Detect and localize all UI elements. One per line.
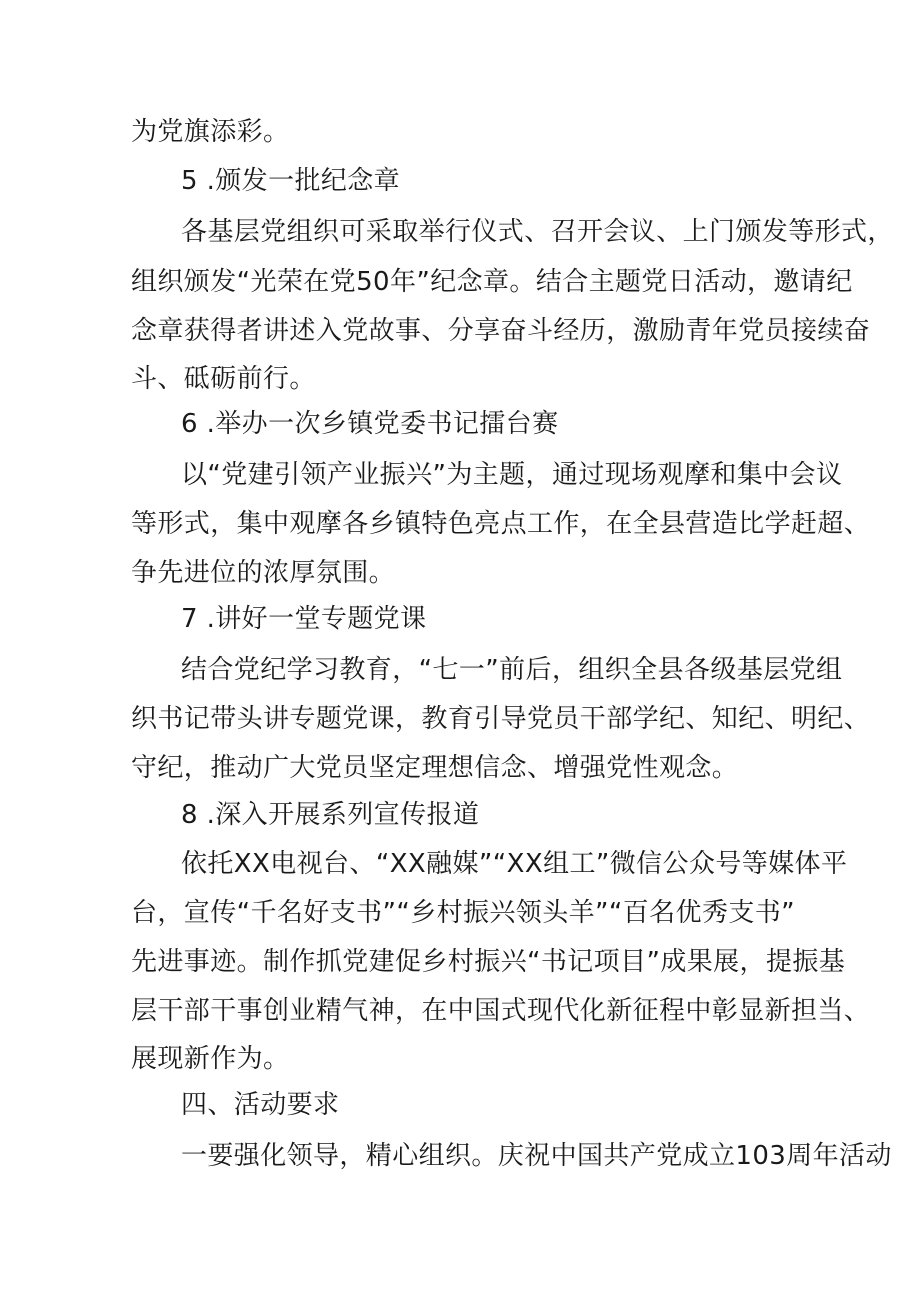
paragraph-line: 以“党建引领产业振兴”为主题，通过现场观摩和集中会议 [181,460,843,490]
paragraph-line: 斗、砥砺前行。 [131,364,316,394]
paragraph-line: 一要强化领导，精心组织。庆祝中国共产党成立103周年活动 [181,1141,892,1171]
section-heading-8: 8 .深入开展系列宣传报道 [181,800,480,830]
paragraph-line: 展现新作为。 [131,1044,290,1074]
paragraph-line: 组织颁发“光荣在党50年”纪念章。结合主题党日活动，邀请纪 [131,267,853,297]
paragraph-line: 各基层党组织可采取举行仪式、召开会议、上门颁发等形式， [181,217,894,247]
paragraph-line: 等形式，集中观摩各乡镇特色亮点工作，在全县营造比学赶超、 [131,509,871,539]
paragraph-line: 依托XX电视台、“XX融媒”“XX组工”微信公众号等媒体平 [181,849,848,879]
paragraph-line: 台，宣传“千名好支书”“乡村振兴领头羊”“百名优秀支书” [131,898,796,928]
text-line: 为党旗添彩。 [131,117,290,147]
paragraph-line: 层干部干事创业精气神，在中国式现代化新征程中彰显新担当、 [131,996,871,1026]
section-heading-6: 6 .举办一次乡镇党委书记擂台赛 [181,409,559,439]
paragraph-line: 争先进位的浓厚氛围。 [131,558,396,588]
paragraph-line: 念章获得者讲述入党故事、分享奋斗经历，激励青年党员接续奋 [131,316,871,346]
paragraph-line: 守纪，推动广大党员坚定理想信念、增强党性观念。 [131,753,739,783]
section-heading-7: 7 .讲好一堂专题党课 [181,604,427,634]
paragraph-line: 结合党纪学习教育，“七一”前后，组织全县各级基层党组 [181,655,843,685]
section-heading-5: 5 .颁发一批纪念章 [181,166,401,196]
paragraph-line: 织书记带头讲专题党课，教育引导党员干部学纪、知纪、明纪、 [131,704,871,734]
section-heading-4: 四、活动要求 [181,1090,340,1120]
paragraph-line: 先进事迹。制作抓党建促乡村振兴“书记项目”成果展，提振基 [131,947,846,977]
